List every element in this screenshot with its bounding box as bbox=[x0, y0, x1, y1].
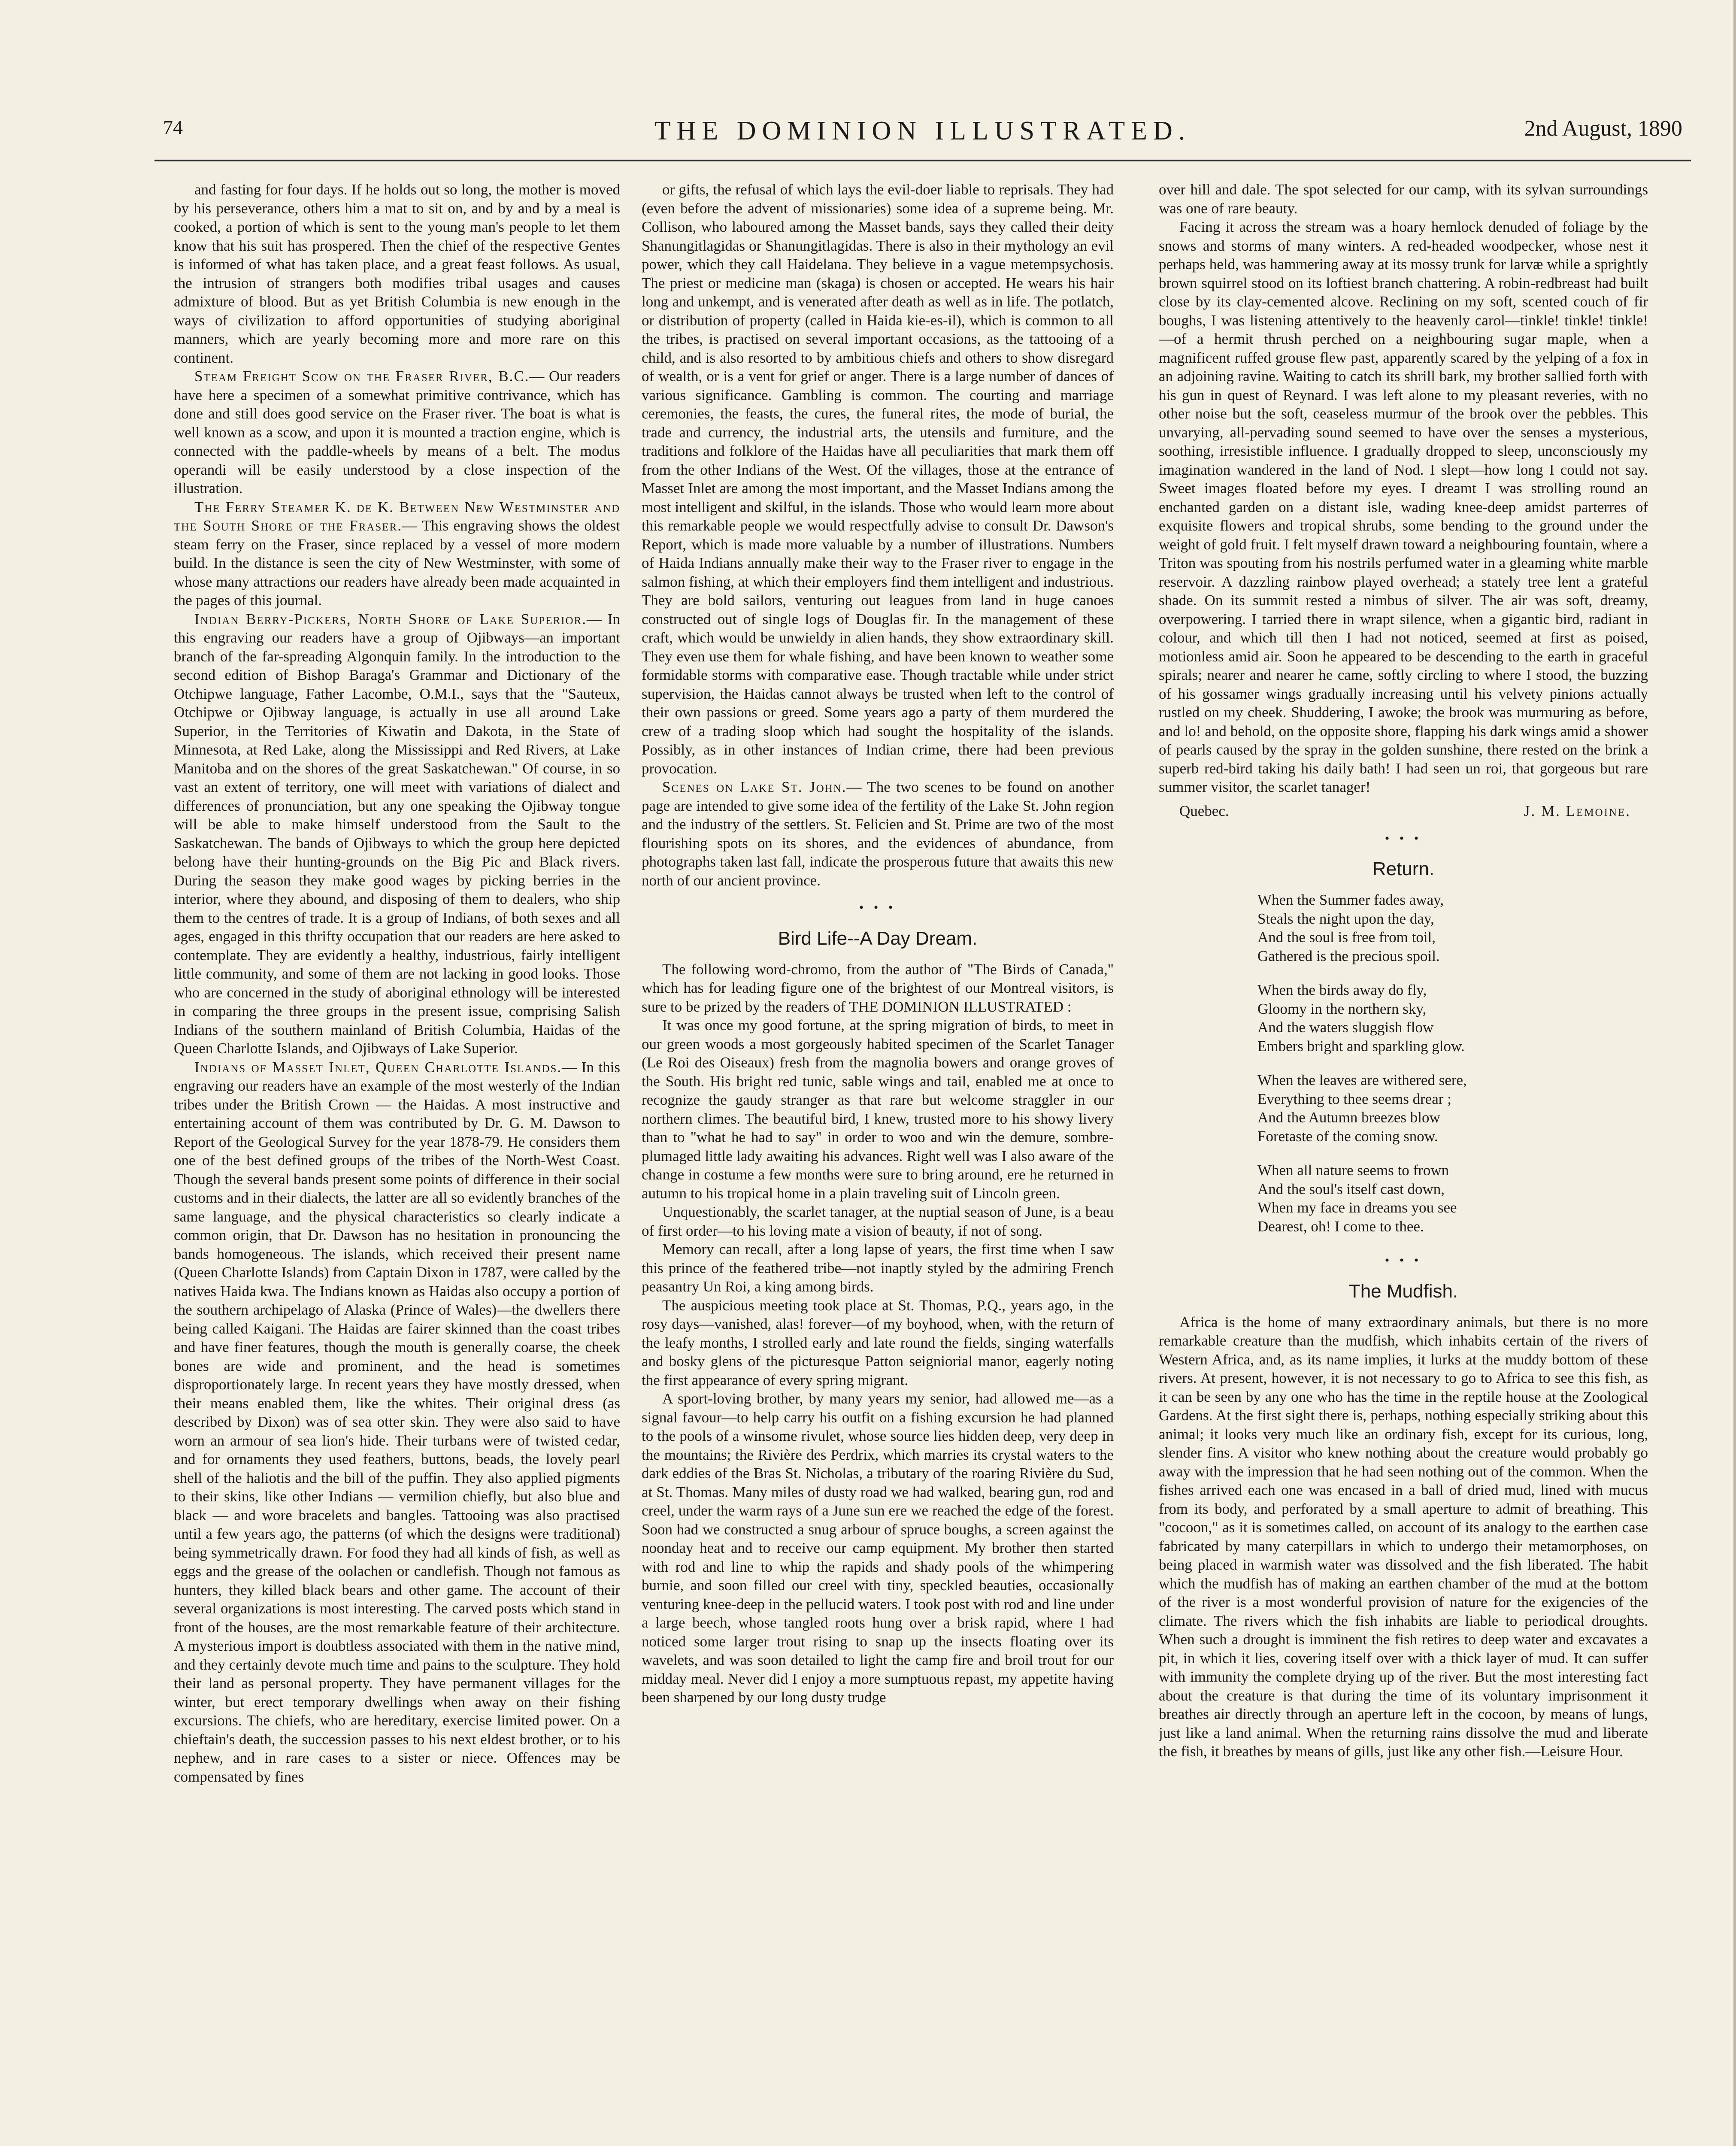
poem-line: And the waters sluggish flow bbox=[1257, 1019, 1434, 1036]
paragraph: over hill and dale. The spot selected for our camp, with its sylvan surroundings was one of rare beauty. bbox=[1159, 181, 1648, 217]
poem-line: Foretaste of the coming snow. bbox=[1257, 1128, 1438, 1145]
masthead: THE DOMINION ILLUSTRATED. bbox=[654, 116, 1191, 145]
column-3 bbox=[1159, 180, 1648, 2146]
page-header bbox=[155, 116, 1691, 163]
poem-line: And the soul is free from toil, bbox=[1257, 929, 1436, 946]
section-lead: Steam Freight Scow on the Fraser River, B.C. bbox=[194, 368, 530, 385]
header-rule bbox=[155, 160, 1691, 161]
article-title-bird-life: Bird Life--A Day Dream. bbox=[778, 928, 978, 949]
poem-line: Embers bright and sparkling glow. bbox=[1257, 1037, 1465, 1055]
poem-line: Gloomy in the northern sky, bbox=[1257, 1000, 1427, 1017]
separator-ornament: • • • bbox=[859, 900, 897, 915]
signature-line bbox=[1159, 802, 1648, 821]
paragraph: A sport-loving brother, by many years my senior, had allowed me—as a signal favour—to help carry his outfit on a fishing excursion he had planned to the pools of a winsome rivulet, whose source lies hidden deep, very deep in the mountains; the Rivière des Perdrix, which marries its crystal waters to the dark eddies of the Bras St. Nicholas, a tributary of the roaring Rivière du Sud, at St. Thomas. Many miles of dusty road we had walked, bearing gun, rod and creel, under the warm rays of a June sun ere we reached the edge of the forest. Soon had we constructed a snug arbour of spruce boughs, a screen against the noonday heat and to receive our camp equipment. My brother then started with rod and line to whip the rapids and shady pools of the whimpering burnie, and soon filled our creel with tiny, speckled beauties, occasionally venturing knee-deep in the pellucid waters. I took post with rod and line under a large beech, whose tangled roots hung over a brisk rapid, where I had noticed some larger trout rising to snap up the insects floating over its wavelets, and was soon detailed to light the camp fire and broil trout for our midday meal. Never did I enjoy a more sumptuous repast, my appetite having been sharpened by our long dusty trudge bbox=[642, 1390, 1114, 1706]
section-lead: Scenes on Lake St. John. bbox=[662, 779, 847, 795]
paragraph: and fasting for four days. If he holds out so long, the mother is moved by his perseverance, others him a mat to sit on, and by and by a meal is cooked, a portion of which is sent to the young man's people to let them know that his suit has prospered. Then the chief of the respective Gentes is informed of what has taken place, and a great feast follows. As usual, the intrusion of strangers both modifies tribal usages and causes admixture of blood. But as yet British Columbia is new enough in the ways of civilization to afford opportunities of studying aboriginal manners, which are yearly becoming more and more rare on this continent. bbox=[174, 181, 620, 366]
section-lead: Indian Berry-Pickers, North Shore of Lake Superior. bbox=[194, 610, 587, 627]
paragraph: Facing it across the stream was a hoary hemlock denuded of foliage by the snows and storms of many winters. A red-headed woodpecker, whose nest it perhaps held, was hammering away at its mossy trunk for larvæ while a sprightly brown squirrel stood on its loftiest branch chattering. A robin-redbreast had built close by its clay-cemented alcove. Reclining on my soft, scented couch of fir boughs, I was listening attentively to the heavenly carol—tinkle! tinkle! tinkle!—of a hermit thrush perched on a neighbouring sugar maple, when a magnificent ruffed grouse flew past, apparently scared by the yelping of a fox in an adjoining ravine. Waiting to catch its shrill bark, my brother sallied forth with his gun in quest of Reynard. I was left alone to my pleasant reveries, with no other noise but the soft, ceaseless murmur of the brook over the pebbles. This unvarying, all-pervading sound seemed to have over the senses a mysterious, soothing, irresistible influence. I gradually dropped to sleep, unconsciously my imagination wandered in the land of Nod. I slept—how long I could not say. Sweet images floated before my eyes. I dreamt I was strolling round an enchanted garden on a distant isle, wading knee-deep amidst parterres of exquisite flowers and tropical shrubs, some bending to the ground under the weight of gold fruit. I felt myself drawn toward a neighbouring fountain, where a Triton was spouting from his nostrils perfumed water in a gleaming white marble reservoir. A dazzling rainbow played overhead; a stately tree lent a grateful shade. On its summit rested a nimbus of silver. The air was soft, dreamy, overpowering. I tarried there in wrapt silence, when a gigantic bird, radiant in colour, and which till then I had not noticed, seemed at first as poised, motionless amid air. Soon he appeared to be descending to the earth in graceful spirals; nearer and nearer he came, softly circling to where I stood, the buzzing of his gossamer wings gradually increasing until his velvety pinions actually rustled on my cheek. Shuddering, I awoke; the brook was murmuring as before, and lo! and behold, on the opposite shore, flapping his dark wings amid a shower of pearls caused by the spray in the golden sunshine, there rested on the brink a superb red-bird taking his daily bath! I had seen un roi, that gorgeous but rare summer visitor, the scarlet tanager! bbox=[1159, 218, 1648, 795]
poem-stanza bbox=[1257, 891, 1648, 965]
separator-ornament: • • • bbox=[1385, 1253, 1422, 1267]
column-2 bbox=[642, 180, 1114, 2146]
issue-date: 2nd August, 1890 bbox=[1524, 116, 1682, 141]
paragraph: The auspicious meeting took place at St. Thomas, P.Q., years ago, in the rosy days—vanished, alas! forever—of my boyhood, when, with the return of the leafy months, I strolled early and late round the fields, singing waterfalls and bosky glens of the picturesque Patton seigniorial manor, eagerly noting the first appearance of every spring migrant. bbox=[642, 1297, 1114, 1388]
poem-line: And the soul's itself cast down, bbox=[1257, 1180, 1445, 1197]
poem-line: When the Summer fades away, bbox=[1257, 891, 1444, 908]
column-1 bbox=[174, 180, 620, 2146]
poem-line: When my face in dreams you see bbox=[1257, 1199, 1457, 1216]
page-number: 74 bbox=[163, 116, 183, 138]
poem-line: Gathered is the precious spoil. bbox=[1257, 947, 1440, 964]
poem-line: Steals the night upon the day, bbox=[1257, 910, 1434, 927]
paragraph: Scenes on Lake St. John.— The two scenes to be found on another page are intended to give some idea of the fertility of the Lake St. John region and the industry of the settlers. St. Felicien and St. Prime are two of the most flourishing spots on its shores, and the evidences of abundance, from photographs taken last fall, indicate the prosperous future that awaits this new north of our ancient province. bbox=[642, 779, 1114, 889]
paragraph: Indian Berry-Pickers, North Shore of Lake Superior.— In this engraving our readers have a group of Ojibways—an important branch of the far-spreading Algonquin family. In the introduction to the second edition of Bishop Baraga's Grammar and Dictionary of the Otchipwe language, Father Lacombe, O.M.I., says that the "Sauteux, Otchipwe or Ojibway language, is actually in use all around Lake Superior, in the Territories of Kiwatin and Dakota, in the State of Minnesota, at Red Lake, along the Mississippi and Red Rivers, at Lake Manitoba and on the shores of the great Saskatchewan." Of course, in so vast an extent of territory, one will meet with variations of dialect and differences of pronunciation, but any one speaking the Ojibway tongue will be able to make himself understood from the Sault to the Saskatchewan. The bands of Ojibways to which the group here depicted belong have their hunting-grounds on the Big Pic and Black rivers. During the season they make good wages by picking berries in the interior, where they abound, and disposing of them to dealers, who ship them to the centres of trade. It is a group of Indians, of both sexes and all ages, engaged in this thrifty occupation that our readers are here asked to contemplate. They are evidently a healthy, industrious, fairly intelligent little community, and some of them are not lacking in good looks. Those who are concerned in the study of aboriginal ethnology will be interested in comparing the three groups in the present issue, comprising Salish Indians of the southern mainland of British Columbia, Haidas of the Queen Charlotte Islands, and Ojibways of Lake Superior. bbox=[174, 610, 620, 1057]
poem-stanza bbox=[1257, 981, 1648, 1055]
poem-stanza bbox=[1257, 1071, 1648, 1146]
page-edge-mark bbox=[1733, 0, 1736, 2146]
paragraph: The Ferry Steamer K. de K. Between New Westminster and the South Shore of the Fraser.— This engraving shows the oldest steam ferry on the Fraser, since replaced by a vessel of more modern build. In the distance is seen the city of New Westminster, with some of whose many attractions our readers have already been made acquainted in the pages of this journal. bbox=[174, 498, 620, 609]
poem-line: Everything to thee seems drear ; bbox=[1257, 1090, 1451, 1107]
paragraph: Indians of Masset Inlet, Queen Charlotte Islands.— In this engraving our readers have an example of the most westerly of the Indian tribes under the British Crown — the Haidas. A most instructive and entertaining account of them was contributed by Dr. G. M. Dawson to Report of the Geological Survey for the year 1878-79. He considers them one of the best defined groups of the tribes of the North-West Coast. Though the several bands present some points of difference in their social customs and in their dialects, the latter are all so evidently branches of the same language, and the physical characteristics so clearly indicate a common origin, that Dr. Dawson has no hesitation in pronouncing the bands homogeneous. The islands, which received their present name (Queen Charlotte Islands) from Captain Dixon in 1787, were called by the natives Haida kwa. The Indians known as Haidas also occupy a portion of the southern archipelago of Alaska (Prince of Wales)—the dwellers there being called Kaigani. The Haidas are fairer skinned than the coast tribes and have finer features, though the mouth is generally coarse, the cheek bones are wide and prominent, and the head is sometimes disproportionately large. In recent years they have mostly dressed, when their means enabled them, like the whites. Their original dress (as described by Dixon) was of sea otter skin. They were also said to have worn an armour of sea lion's hide. Their turbans were of twisted cedar, and for ornaments they used feathers, buttons, beads, the lovely pearl shell of the haliotis and the bill of the puffin. They also applied pigments to their skins, like other Indians — vermilion chiefly, but also blue and black — and wore bracelets and bangles. Tattooing was also practised until a few years ago, the patterns (of which the designs were traditional) being symmetrically drawn. For food they had all kinds of fish, as well as eggs and the grease of the oolachen or candlefish. Though not famous as hunters, they killed black bears and other game. The account of their several organizations is most interesting. The carved posts which stand in front of the houses, are the most remarkable feature of their architecture. A mysterious import is doubtless associated with them in the native mind, and they certainly devote much time and pains to the sculpture. They hold their land as personal property. They have permanent villages for the winter, but erect temporary dwellings when away on their fishing excursions. The chiefs, who are hereditary, exercise limited power. On a chieftain's death, the succession passes to his next eldest brother, or to his nephew, and in rare cases to a sister or niece. Offences may be compensated by fines bbox=[174, 1058, 620, 1785]
signature-place: Quebec. bbox=[1179, 802, 1229, 819]
poem-stanza bbox=[1257, 1161, 1648, 1236]
poem-line: Dearest, oh! I come to thee. bbox=[1257, 1218, 1424, 1235]
paragraph: Steam Freight Scow on the Fraser River, B.C.— Our readers have here a specimen of a somewhat primitive contrivance, which has done and still does good service on the Fraser river. The boat is what is well known as a scow, and upon it is mounted a traction engine, which is connected with the paddle-wheels by means of a belt. The modus operandi will be easily understood by a close inspection of the illustration. bbox=[174, 368, 620, 497]
paragraph: Unquestionably, the scarlet tanager, at the nuptial season of June, is a beau of first order—to his loving mate a vision of beauty, if not of song. bbox=[642, 1203, 1114, 1239]
paragraph: The following word-chromo, from the author of "The Birds of Canada," which has for leading figure one of the brightest of our Montreal visitors, is sure to be prized by the readers of THE DOMINION ILLUSTRATED : bbox=[642, 961, 1114, 1015]
paragraph: Memory can recall, after a long lapse of years, the first time when I saw this prince of the feathered tribe—not inaptly styled by the admiring French peasantry Un Roi, a king among birds. bbox=[642, 1241, 1114, 1295]
paragraph: Africa is the home of many extraordinary animals, but there is no more remarkable creature than the mudfish, which inhabits certain of the rivers of Western Africa, and, as its name implies, it lurks at the muddy bottom of these rivers. At present, however, it is not necessary to go to Africa to see this fish, as it can be seen by any one who has the time in the reptile house at the Zoological Gardens. At the first sight there is, perhaps, nothing especially striking about this animal; it looks very much like an ordinary fish, except for its curious, long, slender fins. A visitor who knew nothing about the creature would probably go away with the impression that he had seen nothing out of the common. When the fishes arrived each one was encased in a ball of dried mud, lined with mucus from its body, and perforated by a small aperture to admit of breathing. This "cocoon," as it is sometimes called, on account of its analogy to the earthen case fabricated by many caterpillars in which to undergo their metamorphoses, on being placed in warmish water was dissolved and the fish liberated. The habit which the mudfish has of making an earthen chamber of the mud at the bottom of the river is a most wonderful provision of nature for the exigencies of the climate. The rivers which the fish inhabits are liable to periodical droughts. When such a drought is imminent the fish retires to deep water and excavates a pit, in which it lies, covering itself over with a thick layer of mud. It can suffer with immunity the complete drying up of the river. But the most interesting fact about the creature is that during the time of its voluntary imprisonment it breathes air directly through an aperture left in the cocoon, by means of lungs, just like a land animal. When the returning rains dissolve the mud and liberate the fish, it breathes by means of gills, just like any other fish.—Leisure Hour. bbox=[1159, 1313, 1648, 1760]
article-title-mudfish: The Mudfish. bbox=[1348, 1280, 1458, 1302]
section-lead: Indians of Masset Inlet, Queen Charlotte Islands. bbox=[194, 1058, 562, 1076]
signature-author: J. M. Lemoine. bbox=[1524, 802, 1631, 819]
poem-title-return: Return. bbox=[1372, 858, 1435, 879]
poem-line: And the Autumn breezes blow bbox=[1257, 1109, 1440, 1126]
section-lead: The Ferry Steamer K. de K. Between New Westminster and the South Shore of the Fraser. bbox=[174, 498, 620, 534]
poem-line: When the birds away do fly, bbox=[1257, 982, 1427, 998]
poem-line: When all nature seems to frown bbox=[1257, 1162, 1449, 1179]
poem-line: When the leaves are withered sere, bbox=[1257, 1072, 1467, 1088]
separator-ornament: • • • bbox=[1385, 831, 1422, 846]
paragraph: It was once my good fortune, at the spring migration of birds, to meet in our green woods a most gorgeously habited specimen of the Scarlet Tanager (Le Roi des Oiseaux) fresh from the magnolia bowers and orange groves of the South. His bright red tunic, sable wings and tail, enabled me at once to recognize the gaudy stranger as that rare but welcome straggler in our northern climes. The beautiful bird, I knew, trusted more to his showy livery than to "what he had to say" in order to woo and win the demure, sombre-plumaged little lady awaiting his advances. Right well was I also aware of the change in costume a few months were sure to bring around, ere he returned in autumn to his tropical home in a plain traveling suit of Lincoln green. bbox=[642, 1017, 1114, 1202]
paragraph: or gifts, the refusal of which lays the evil-doer liable to reprisals. They had (even before the advent of missionaries) some idea of a supreme being. Mr. Collison, who laboured among the Masset bands, says they called their deity Shanungitlagidas or Shanungitlagidas. There is also in their mythology an evil power, which they call Haidelana. They believe in a vague metempsychosis. The priest or medicine man (skaga) is chosen or accepted. He wears his hair long and unkempt, and is venerated after death as well as in life. The potlatch, or distribution of property (called in Haida kie-es-il), which is common to all the tribes, is practised on several important occasions, as the tattooing of a child, and is also resorted to by ambitious chiefs and others to show disregard of wealth, or is a vent for grief or anger. There is a large number of dances of various significance. Gambling is common. The courting and marriage ceremonies, the feasts, the cures, the funeral rites, the mode of burial, the trade and currency, the industrial arts, the utensils and furniture, and the traditions and folklore of the Haidas have all peculiarities that mark them off from the other Indians of the West. Of the villages, those at the entrance of Masset Inlet are among the most important, and the Masset Indians among the most intelligent and skilful, in the islands. Those who would learn more about this remarkable people we would respectfully advise to consult Dr. Dawson's Report, which is made more valuable by a number of illustrations. Numbers of Haida Indians annually make their way to the Fraser river to engage in the salmon fishing, at which their employers find them intelligent and industrious. They are bold sailors, venturing out leagues from land in huge canoes constructed out of single logs of Douglas fir. In the management of these craft, which would be unwieldy in alien hands, they show extraordinary skill. They even use them for whale fishing, and have been known to weather some formidable storms with comparative ease. Though tractable while under strict supervision, the Haidas cannot always be trusted when left to the control of their own passions or greed. Some years ago a party of them murdered the crew of a trading sloop which had sought the hospitality of the islands. Possibly, as in other instances of Indian crime, there had been previous provocation. bbox=[642, 181, 1114, 777]
